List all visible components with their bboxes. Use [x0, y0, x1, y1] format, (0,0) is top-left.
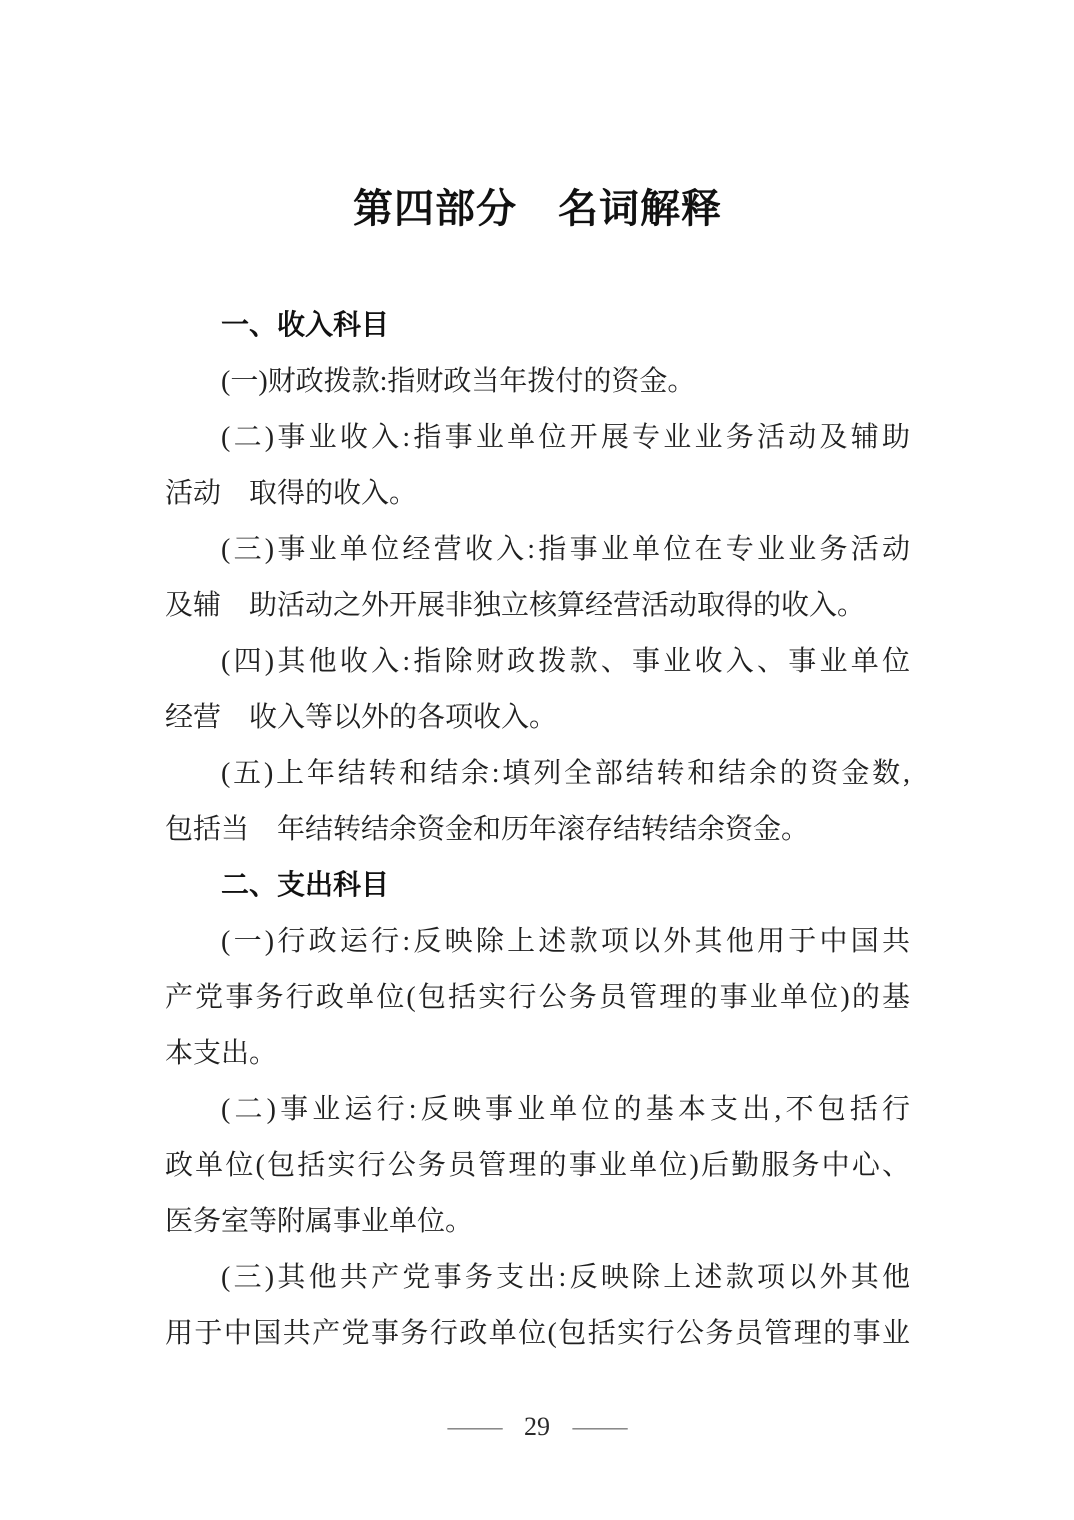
page-footer	[0, 1414, 1074, 1440]
paragraph-line: 医务室等附属事业单位。	[165, 1206, 474, 1237]
paragraph-line: (三)其他共产党事务支出:反映除上述款项以外其他	[221, 1262, 910, 1293]
paragraph-line: (二)事业运行:反映事业单位的基本支出,不包括行	[221, 1094, 910, 1125]
paragraph-line: 经营 收入等以外的各项收入。	[165, 702, 558, 733]
paragraph-line: (二)事业收入:指事业单位开展专业业务活动及辅助	[221, 422, 910, 453]
paragraph-line: (四)其他收入:指除财政拨款、事业收入、事业单位	[221, 646, 910, 677]
paragraph-line: 活动 取得的收入。	[165, 478, 418, 509]
paragraph-line: (三)事业单位经营收入:指事业单位在专业业务活动	[221, 534, 910, 565]
paragraph-line: (一)行政运行:反映除上述款项以外其他用于中国共	[221, 926, 910, 957]
paragraph-line: 及辅 助活动之外开展非独立核算经营活动取得的收入。	[165, 590, 866, 621]
section-heading: 一、收入科目	[221, 310, 390, 341]
paragraph-line: 用于中国共产党事务行政单位(包括实行公务员管理的事业	[165, 1318, 910, 1349]
document-content	[165, 185, 910, 1362]
document-body	[165, 298, 910, 1362]
page-number-dash-right: —	[572, 1412, 627, 1441]
paragraph-line: (五)上年结转和结余:填列全部结转和结余的资金数,	[221, 758, 910, 789]
paragraph-line: 政单位(包括实行公务员管理的事业单位)后勤服务中心、	[165, 1150, 910, 1181]
paragraph-line: (一)财政拨款:指财政当年拨付的资金。	[221, 366, 696, 397]
section-heading: 二、支出科目	[221, 870, 390, 901]
paragraph-line: 产党事务行政单位(包括实行公务员管理的事业单位)的基	[165, 982, 910, 1013]
page-title: 第四部分 名词解释	[353, 186, 722, 231]
page-number: 29	[524, 1412, 550, 1441]
paragraph-line: 本支出。	[165, 1038, 278, 1069]
page-number-dash-left: —	[447, 1412, 502, 1441]
paragraph-line: 包括当 年结转结余资金和历年滚存结转结余资金。	[165, 814, 810, 845]
